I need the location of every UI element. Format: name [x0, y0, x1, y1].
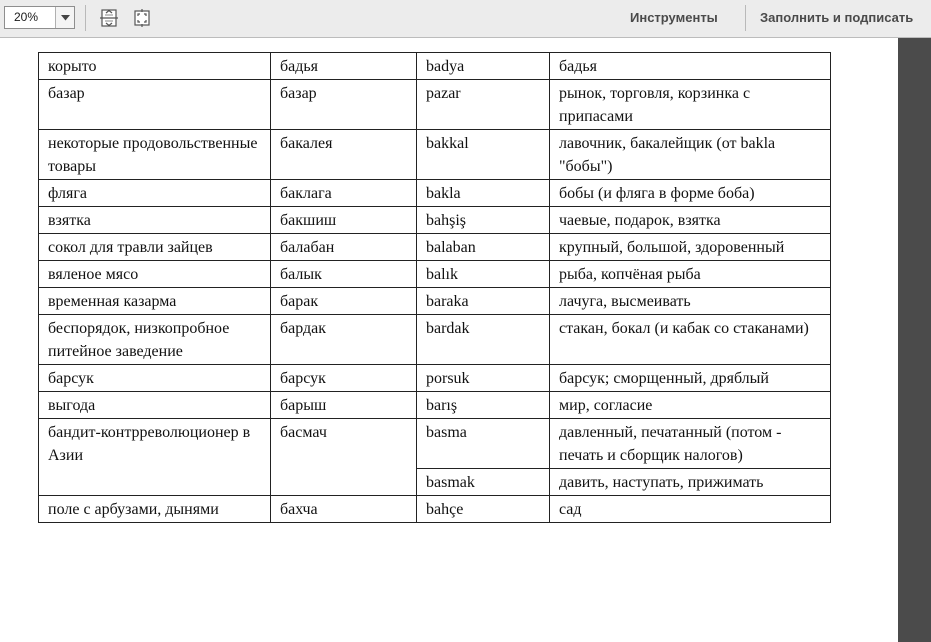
side-panel-scrollbar[interactable] [898, 38, 931, 642]
cell-russian-word: барсук [271, 365, 417, 392]
cell-turkish-word: badya [417, 53, 550, 80]
toolbar [0, 0, 931, 38]
cell-turkish-meaning: стакан, бокал (и кабак со стаканами) [550, 315, 831, 365]
cell-turkish-word: bahçe [417, 496, 550, 523]
vocabulary-table [38, 52, 831, 523]
cell-turkish-meaning: бадья [550, 53, 831, 80]
cell-turkish-meaning: давленный, печатанный (потом - печать и сборщик налогов) [550, 419, 831, 469]
cell-russian-word: бакалея [271, 130, 417, 180]
cell-russian-meaning: беспорядок, низкопробное питейное заведение [39, 315, 271, 365]
fit-page-icon[interactable] [99, 8, 119, 28]
cell-turkish-word: bardak [417, 315, 550, 365]
document-viewport[interactable] [0, 38, 898, 642]
toolbar-separator [85, 5, 86, 31]
fill-sign-button[interactable]: Заполнить и подписать [760, 10, 914, 25]
table-row [39, 392, 831, 419]
cell-russian-word: бакшиш [271, 207, 417, 234]
table-row [39, 234, 831, 261]
table-row [39, 365, 831, 392]
cell-turkish-word: pazar [417, 80, 550, 130]
cell-russian-meaning: взятка [39, 207, 271, 234]
cell-russian-meaning: корыто [39, 53, 271, 80]
cell-russian-word: баклага [271, 180, 417, 207]
cell-russian-word: бардак [271, 315, 417, 365]
zoom-select[interactable] [4, 6, 75, 29]
cell-russian-meaning: временная казарма [39, 288, 271, 315]
cell-russian-meaning: поле с арбузами, дынями [39, 496, 271, 523]
cell-russian-meaning: сокол для травли зайцев [39, 234, 271, 261]
chevron-down-icon[interactable] [55, 7, 74, 28]
table-row [39, 207, 831, 234]
document-page [0, 38, 898, 642]
cell-turkish-word: baraka [417, 288, 550, 315]
cell-turkish-meaning: бобы (и фляга в форме боба) [550, 180, 831, 207]
cell-russian-meaning: некоторые продовольственные товары [39, 130, 271, 180]
table-row [39, 288, 831, 315]
cell-turkish-word: bakkal [417, 130, 550, 180]
table-row [39, 315, 831, 365]
cell-russian-meaning: вяленое мясо [39, 261, 271, 288]
cell-turkish-meaning: сад [550, 496, 831, 523]
cell-turkish-word: barış [417, 392, 550, 419]
cell-russian-word: базар [271, 80, 417, 130]
cell-russian-meaning: фляга [39, 180, 271, 207]
cell-russian-meaning: базар [39, 80, 271, 130]
cell-russian-meaning: выгода [39, 392, 271, 419]
cell-turkish-word: bahşiş [417, 207, 550, 234]
table-row [39, 53, 831, 80]
cell-russian-word: балабан [271, 234, 417, 261]
fit-width-icon[interactable] [132, 8, 152, 28]
zoom-value[interactable]: 20% [14, 10, 39, 24]
cell-russian-word: басмач [271, 419, 417, 496]
cell-russian-meaning: бандит-контрреволюционер в Азии [39, 419, 271, 496]
cell-turkish-meaning: мир, согласие [550, 392, 831, 419]
cell-russian-meaning: барсук [39, 365, 271, 392]
table-row [39, 130, 831, 180]
cell-turkish-meaning: лавочник, бакалейщик (от bakla "бобы") [550, 130, 831, 180]
table-row [39, 496, 831, 523]
toolbar-separator [745, 5, 746, 31]
cell-turkish-meaning: барсук; сморщенный, дряблый [550, 365, 831, 392]
cell-turkish-meaning: лачуга, высмеивать [550, 288, 831, 315]
cell-turkish-word: porsuk [417, 365, 550, 392]
cell-turkish-word: balaban [417, 234, 550, 261]
cell-turkish-word: basmak [417, 469, 550, 496]
cell-turkish-meaning: давить, наступать, прижимать [550, 469, 831, 496]
table-row [39, 419, 831, 469]
cell-turkish-meaning: крупный, большой, здоровенный [550, 234, 831, 261]
table-row [39, 80, 831, 130]
cell-turkish-word: basma [417, 419, 550, 469]
cell-turkish-meaning: рыба, копчёная рыба [550, 261, 831, 288]
cell-turkish-meaning: рынок, торговля, корзинка с припасами [550, 80, 831, 130]
cell-turkish-meaning: чаевые, подарок, взятка [550, 207, 831, 234]
cell-russian-word: балык [271, 261, 417, 288]
cell-russian-word: барак [271, 288, 417, 315]
cell-russian-word: бадья [271, 53, 417, 80]
table-row [39, 180, 831, 207]
cell-turkish-word: bakla [417, 180, 550, 207]
cell-russian-word: бахча [271, 496, 417, 523]
tools-button[interactable]: Инструменты [630, 10, 718, 25]
table-row [39, 261, 831, 288]
cell-turkish-word: balık [417, 261, 550, 288]
cell-russian-word: барыш [271, 392, 417, 419]
